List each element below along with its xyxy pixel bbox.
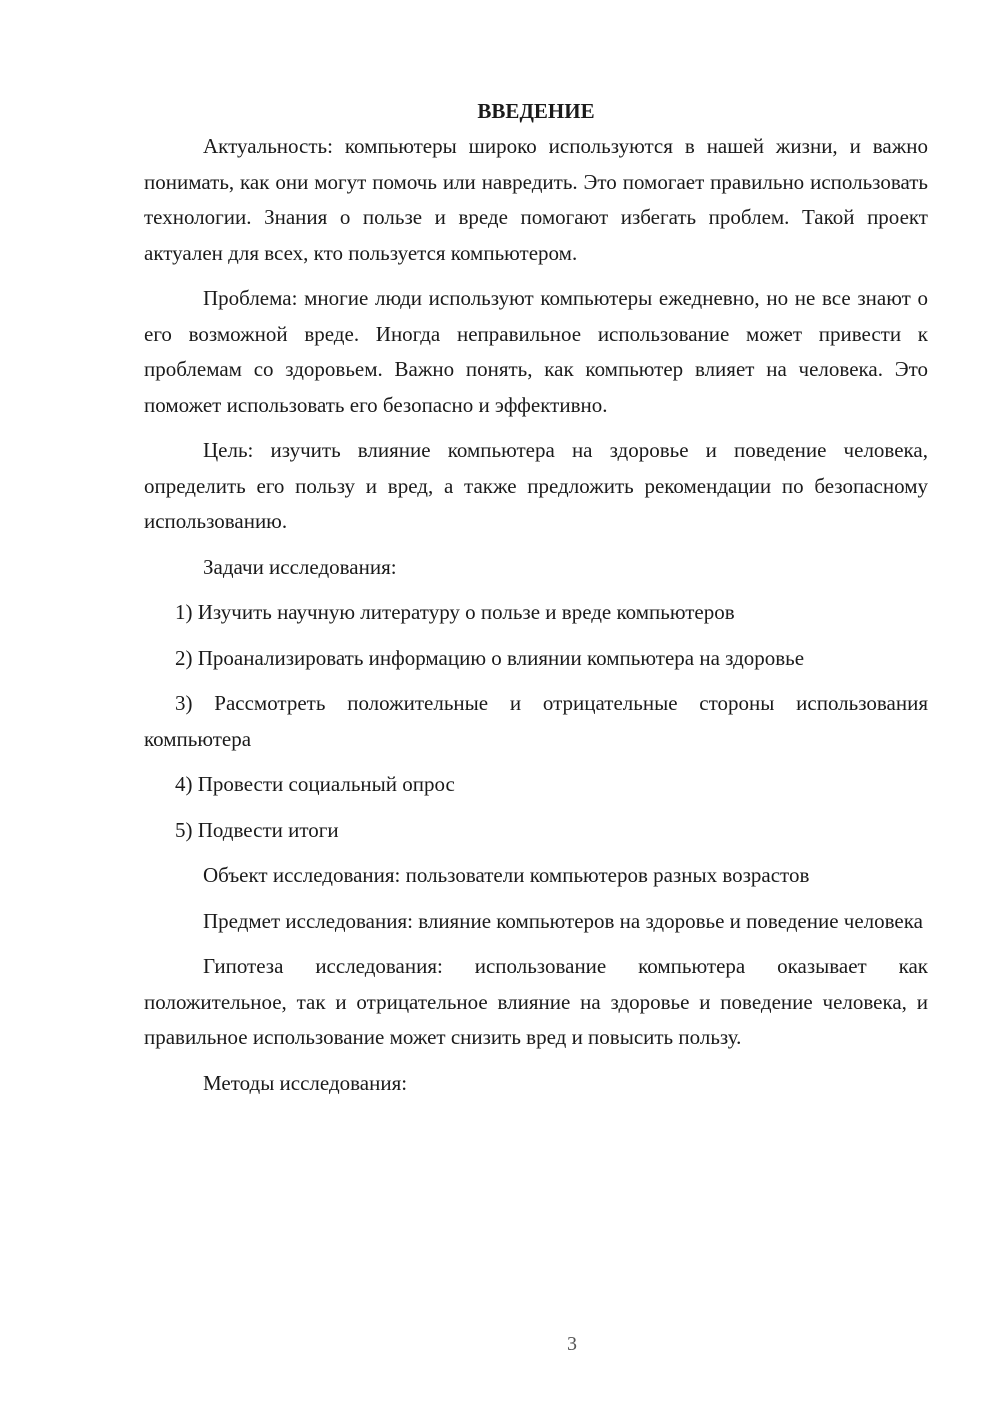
paragraph-problem: Проблема: многие люди используют компьютеры ежедневно, но не все знают о его возможной вреде. Иногда неправильное использование может привести к проблемам со здоровьем. Важно понять, как компьютер влияет на человека. Это поможет использовать его безопасно и эффективно.	[144, 286, 928, 417]
task-item-2: 2) Проанализировать информацию о влиянии компьютера на здоровье	[175, 645, 805, 670]
paragraph-object: Объект исследования: пользователи компьютеров разных возрастов	[203, 863, 810, 887]
section-title: ВВЕДЕНИЕ	[477, 99, 595, 123]
paragraph-subject: Предмет исследования: влияние компьютеров на здоровье и поведение человека	[203, 908, 923, 933]
task-item-1: 1) Изучить научную литературу о пользе и вреде компьютеров	[175, 600, 735, 624]
page-number: 3	[567, 1333, 577, 1355]
paragraph-relevance: Актуальность: компьютеры широко используются в нашей жизни, и важно понимать, как они могут помочь или навредить. Это помогает правильно использовать технологии. Знания о пользе и вреде помогают избегать проблем. Такой проект актуален для всех, кто пользуется компьютером.	[144, 134, 928, 265]
task-item-5: 5) Подвести итоги	[175, 817, 339, 842]
paragraph-goal: Цель: изучить влияние компьютера на здоровье и поведение человека, определить его пользу и вред, а также предложить рекомендации по безопасному использованию.	[144, 438, 928, 533]
tasks-heading: Задачи исследования:	[203, 554, 397, 579]
document-page	[144, 94, 928, 1111]
methods-heading: Методы исследования:	[203, 1070, 408, 1095]
task-item-3: 3) Рассмотреть положительные и отрицательные стороны использования компьютера	[144, 691, 928, 751]
task-item-4: 4) Провести социальный опрос	[175, 772, 455, 796]
paragraph-hypothesis: Гипотеза исследования: использование компьютера оказывает как положительное, так и отрицательное влияние на здоровье и поведение человека, и правильное использование может снизить вред и повысить пользу.	[144, 954, 928, 1049]
